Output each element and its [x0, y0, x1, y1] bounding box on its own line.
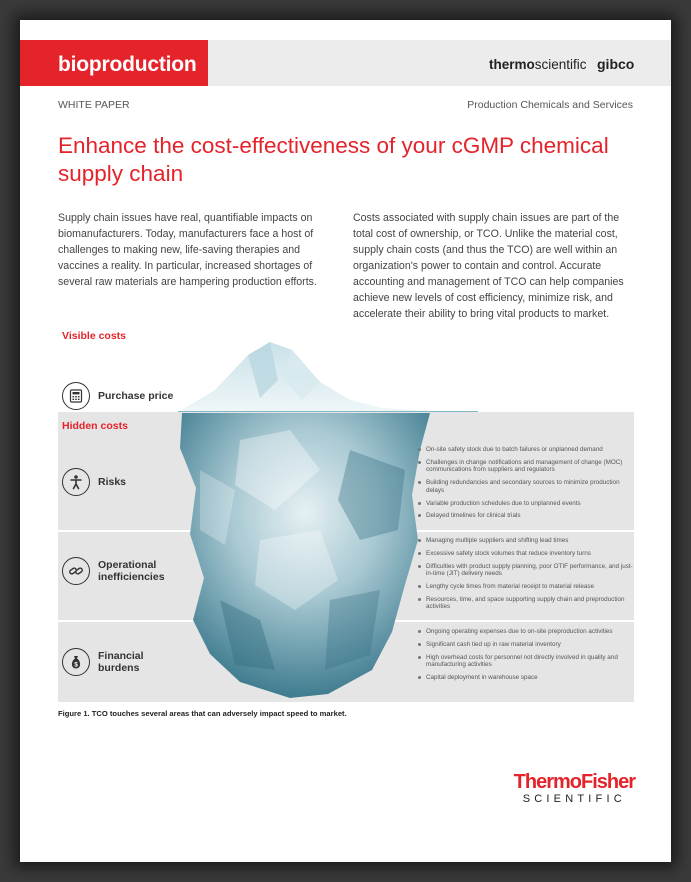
- list-item: Excessive safety stock volumes that reduce inventory turns: [417, 550, 637, 558]
- list-item: Delayed timelines for clinical trials: [417, 512, 637, 520]
- thermo-scientific-logo: thermoscientific: [489, 57, 587, 72]
- brand-banner: bioproduction: [20, 40, 208, 86]
- financial-bullet-list: [417, 628, 637, 687]
- iceberg-figure: [20, 320, 671, 720]
- document-category: Production Chemicals and Services: [467, 99, 633, 111]
- hidden-cost-operational: [62, 557, 165, 585]
- risks-label: Risks: [98, 476, 127, 488]
- intro-paragraph-right: Costs associated with supply chain issues are part of the total cost of ownership, or TCO. Unlike the material cost, supply chain costs (and thus the TCO) are well within an organization's power to contain and control. Accurate accounting and management of TCO can help companies achieve new levels of cost efficiency, minimize risk, and accelerate their ability to bring vital products to market.: [353, 212, 624, 320]
- risks-bullet-list: [417, 446, 637, 525]
- money-bag-icon: [62, 648, 90, 676]
- list-item: Managing multiple suppliers and shifting lead times: [417, 537, 637, 545]
- link-icon: [62, 557, 90, 585]
- list-item: Resources, time, and space supporting supply chain and preproduction activities: [417, 596, 637, 611]
- purchase-price-label: Purchase price: [98, 390, 174, 402]
- list-item: On-site safety stock due to batch failures or unplanned demand: [417, 446, 637, 454]
- list-item: Difficulties with product supply planning, poor OTIF performance, and just-in-time (JIT) delivery needs: [417, 563, 637, 578]
- figure-caption: Figure 1. TCO touches several areas that can adversely impact speed to market.: [58, 709, 347, 718]
- operational-inefficiencies-label: Operational inefficiencies: [98, 559, 165, 583]
- white-paper-page: [20, 20, 671, 862]
- list-item: Building redundancies and secondary sources to minimize production delays: [417, 479, 637, 494]
- list-item: Ongoing operating expenses due to on-site preproduction activities: [417, 628, 637, 636]
- list-item: High overhead costs for personnel not directly involved in quality and manufacturing activities: [417, 654, 637, 669]
- list-item: Variable production schedules due to unplanned events: [417, 500, 637, 508]
- visible-costs-title: Visible costs: [62, 330, 127, 342]
- intro-paragraph-left: Supply chain issues have real, quantifiable impacts on biomanufacturers. Today, manufacturers face a host of challenges to making new, life-saving therapies and vaccines a reality. In particular, increased shortages of several raw materials are hampering production efforts.: [58, 212, 317, 288]
- list-item: Challenges in change notifications and management of change (MOC) communications from suppliers and regulators: [417, 459, 637, 474]
- thermofisher-logo-sub: SCIENTIFIC: [522, 793, 626, 805]
- calculator-icon: [62, 382, 90, 410]
- visible-cost-purchase-price: [62, 382, 173, 410]
- operational-bullet-list: [417, 537, 637, 616]
- financial-burdens-label: Financial burdens: [98, 650, 144, 674]
- hidden-cost-financial: [62, 648, 144, 676]
- person-risk-icon: [62, 468, 90, 496]
- list-item: Lengthy cycle times from material receipt to material release: [417, 583, 637, 591]
- water-line: [178, 411, 478, 412]
- hidden-cost-risks: [62, 468, 126, 496]
- page-title: Enhance the cost-effectiveness of your cGMP chemical supply chain: [58, 133, 609, 186]
- thermofisher-logo-main: ThermoFisher: [513, 771, 635, 793]
- list-item: Capital deployment in warehouse space: [417, 674, 637, 682]
- document-type: WHITE PAPER: [58, 99, 130, 111]
- svg-text:$: $: [74, 661, 78, 669]
- hidden-costs-title: Hidden costs: [62, 420, 128, 432]
- list-item: Significant cash tied up in raw material inventory: [417, 641, 637, 649]
- gibco-logo: gibco: [597, 56, 635, 72]
- thermofisher-logo: [514, 771, 635, 805]
